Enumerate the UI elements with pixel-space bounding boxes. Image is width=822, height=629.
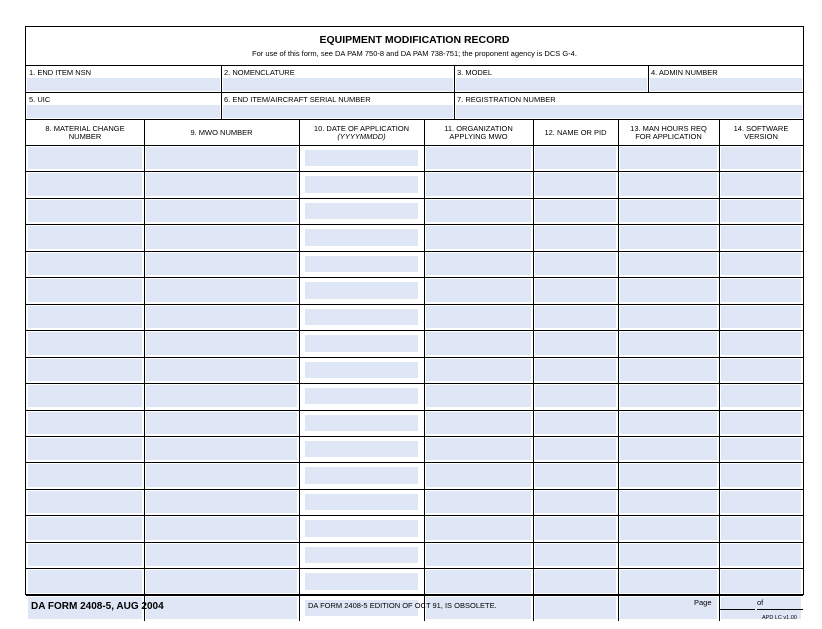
uic-field[interactable] [27,105,220,118]
uic-label: 5. UIC [29,95,51,104]
table-cell[interactable] [146,597,297,619]
table-cell[interactable] [426,332,531,354]
table-cell[interactable] [620,306,717,328]
table-cell[interactable] [146,226,297,248]
divider [648,65,649,92]
column-divider [424,119,425,621]
table-cell[interactable] [426,253,531,275]
table-cell[interactable] [721,226,801,248]
table-cell[interactable] [426,517,531,539]
row-divider [26,171,803,172]
admin-number-label: 4. ADMIN NUMBER [651,68,718,77]
column-header-line1: 11. ORGANIZATION [444,124,513,133]
edition-note: DA FORM 2408-5 EDITION OF OCT 91, IS OBSOLETE. [308,601,497,610]
page-label: Page [694,598,712,607]
table-cell[interactable] [426,412,531,434]
row-divider [26,357,803,358]
table-cell[interactable] [146,570,297,592]
table-cell[interactable] [146,359,297,381]
table-cell[interactable] [426,147,531,169]
table-cell[interactable] [426,385,531,407]
table-cell[interactable] [620,491,717,513]
table-cell[interactable] [146,438,297,460]
end-item-nsn-field[interactable] [27,78,220,91]
table-cell[interactable] [305,441,418,457]
table-cell[interactable] [146,173,297,195]
row-divider [26,489,803,490]
table-cell[interactable] [721,253,801,275]
table-cell[interactable] [620,412,717,434]
table-cell[interactable] [28,279,142,301]
admin-number-field[interactable] [650,78,802,91]
column-header-line1: 9. MWO NUMBER [190,128,253,137]
table-cell[interactable] [620,464,717,486]
table-cell[interactable] [620,438,717,460]
form-subtitle: For use of this form, see DA PAM 750-8 and DA PAM 738-751; the proponent agency is DCS G-4. [252,49,577,58]
table-cell[interactable] [28,491,142,513]
table-cell[interactable] [721,438,801,460]
table-cell[interactable] [721,306,801,328]
model-label: 3. MODEL [457,68,493,77]
table-cell[interactable] [721,544,801,566]
table-cell[interactable] [426,200,531,222]
divider [26,92,803,93]
table-cell[interactable] [28,438,142,460]
table-cell[interactable] [28,147,142,169]
divider [454,92,455,119]
table-cell[interactable] [146,279,297,301]
table-cell[interactable] [426,306,531,328]
column-header-line2: (YYYYMMDD) [337,132,386,141]
row-divider [26,198,803,199]
table-cell[interactable] [146,332,297,354]
table-cell[interactable] [146,385,297,407]
row-divider [26,568,803,569]
table-cell[interactable] [146,306,297,328]
table-cell[interactable] [146,491,297,513]
column-divider [144,119,145,621]
table-cell[interactable] [146,544,297,566]
table-cell[interactable] [146,412,297,434]
table-cell[interactable] [620,147,717,169]
nomenclature-field[interactable] [223,78,453,91]
table-cell[interactable] [305,547,418,563]
column-header-line2: FOR APPLICATION [635,132,702,141]
serial-number-field[interactable] [223,105,453,118]
column-header-line2: VERSION [744,132,778,141]
table-cell[interactable] [535,359,616,381]
column-header [299,121,424,145]
table-cell[interactable] [305,520,418,536]
row-divider [26,304,803,305]
table-cell[interactable] [426,279,531,301]
table-cell[interactable] [146,200,297,222]
table-cell[interactable] [721,464,801,486]
table-cell[interactable] [28,544,142,566]
column-divider [533,119,534,621]
form-title: EQUIPMENT MODIFICATION RECORD [319,34,510,46]
table-cell[interactable] [535,385,616,407]
table-cell[interactable] [620,332,717,354]
column-header-line2: NUMBER [68,132,102,141]
column-header-line1: 12. NAME OR PID [544,128,607,137]
table-cell[interactable] [721,570,801,592]
row-divider [26,330,803,331]
page-number-field[interactable] [719,609,755,610]
table-cell[interactable] [305,362,418,378]
table-cell[interactable] [535,412,616,434]
table-cell[interactable] [721,385,801,407]
table-cell[interactable] [620,544,717,566]
row-divider [26,462,803,463]
table-cell[interactable] [426,359,531,381]
divider [26,119,803,120]
table-cell[interactable] [620,279,717,301]
table-cell[interactable] [721,279,801,301]
table-cell[interactable] [620,385,717,407]
table-cell[interactable] [305,494,418,510]
equipment-modification-form [25,26,804,595]
page-total-field[interactable] [757,609,803,610]
table-cell[interactable] [28,306,142,328]
row-divider [26,436,803,437]
table-cell[interactable] [305,467,418,483]
table-cell[interactable] [28,412,142,434]
table-cell[interactable] [426,544,531,566]
end-item-nsn-label: 1. END ITEM NSN [29,68,92,77]
table-cell[interactable] [305,150,418,166]
table-cell[interactable] [426,226,531,248]
table-cell[interactable] [28,173,142,195]
column-header-line1: 14. SOFTWARE [733,124,789,133]
row-divider [26,595,803,596]
table-cell[interactable] [426,491,531,513]
column-divider [299,119,300,621]
table-cell[interactable] [305,229,418,245]
table-cell[interactable] [28,464,142,486]
table-cell[interactable] [535,173,616,195]
table-cell[interactable] [305,335,418,351]
table-cell[interactable] [620,517,717,539]
row-divider [26,224,803,225]
column-header [533,121,618,145]
table-cell[interactable] [721,412,801,434]
table-cell[interactable] [620,359,717,381]
table-cell[interactable] [305,309,418,325]
table-cell[interactable] [146,517,297,539]
column-header [144,121,299,145]
table-cell[interactable] [28,226,142,248]
table-cell[interactable] [426,438,531,460]
table-cell[interactable] [305,415,418,431]
row-divider [26,542,803,543]
table-cell[interactable] [28,359,142,381]
table-cell[interactable] [426,570,531,592]
divider [454,65,455,92]
table-cell[interactable] [426,173,531,195]
table-cell[interactable] [535,570,616,592]
table-cell[interactable] [28,517,142,539]
table-cell[interactable] [426,464,531,486]
registration-number-label: 7. REGISTRATION NUMBER [457,95,556,104]
table-cell[interactable] [535,253,616,275]
table-cell[interactable] [28,332,142,354]
table-cell[interactable] [28,200,142,222]
column-header [26,121,144,145]
table-cell[interactable] [535,597,616,619]
table-cell[interactable] [305,176,418,192]
table-cell[interactable] [721,359,801,381]
table-cell[interactable] [305,282,418,298]
column-header-line1: 10. DATE OF APPLICATION [313,124,410,133]
table-cell[interactable] [721,147,801,169]
table-cell[interactable] [305,256,418,272]
column-header [618,121,719,145]
table-cell[interactable] [721,332,801,354]
table-cell[interactable] [535,147,616,169]
table-cell[interactable] [305,203,418,219]
table-cell[interactable] [305,573,418,589]
row-divider [26,410,803,411]
row-divider [26,383,803,384]
table-cell[interactable] [146,147,297,169]
table-cell[interactable] [305,388,418,404]
divider [26,145,803,146]
table-cell[interactable] [620,253,717,275]
table-cell[interactable] [535,544,616,566]
column-header-line1: 8. MATERIAL CHANGE [45,124,125,133]
table-cell[interactable] [535,332,616,354]
column-header-line2: APPLYING MWO [449,132,508,141]
table-cell[interactable] [721,517,801,539]
table-cell[interactable] [620,570,717,592]
table-cell[interactable] [146,464,297,486]
table-cell[interactable] [28,385,142,407]
nomenclature-label: 2. NOMENCLATURE [224,68,295,77]
column-divider [719,119,720,621]
table-cell[interactable] [535,491,616,513]
serial-number-label: 6. END ITEM/AIRCRAFT SERIAL NUMBER [224,95,371,104]
version-label: APD LC v1.00 [762,615,797,621]
table-cell[interactable] [535,279,616,301]
column-header-line1: 13. MAN HOURS REQ [630,124,707,133]
row-divider [26,251,803,252]
row-divider [26,515,803,516]
table-cell[interactable] [620,173,717,195]
table-cell[interactable] [721,200,801,222]
table-cell[interactable] [146,253,297,275]
table-cell[interactable] [535,517,616,539]
table-cell[interactable] [535,226,616,248]
table-cell[interactable] [535,464,616,486]
divider [221,65,222,92]
form-number: DA FORM 2408-5, AUG 2004 [31,601,164,612]
model-field[interactable] [456,78,647,91]
divider [221,92,222,119]
column-divider [618,119,619,621]
table-cell[interactable] [620,200,717,222]
registration-number-field[interactable] [456,105,802,118]
table-cell[interactable] [721,173,801,195]
of-label: of [757,598,764,607]
column-header [719,121,803,145]
table-cell[interactable] [28,253,142,275]
table-cell[interactable] [620,226,717,248]
column-header [424,121,533,145]
table-cell[interactable] [28,570,142,592]
table-cell[interactable] [535,438,616,460]
row-divider [26,277,803,278]
table-cell[interactable] [535,200,616,222]
divider [26,65,803,66]
table-cell[interactable] [535,306,616,328]
table-cell[interactable] [721,491,801,513]
